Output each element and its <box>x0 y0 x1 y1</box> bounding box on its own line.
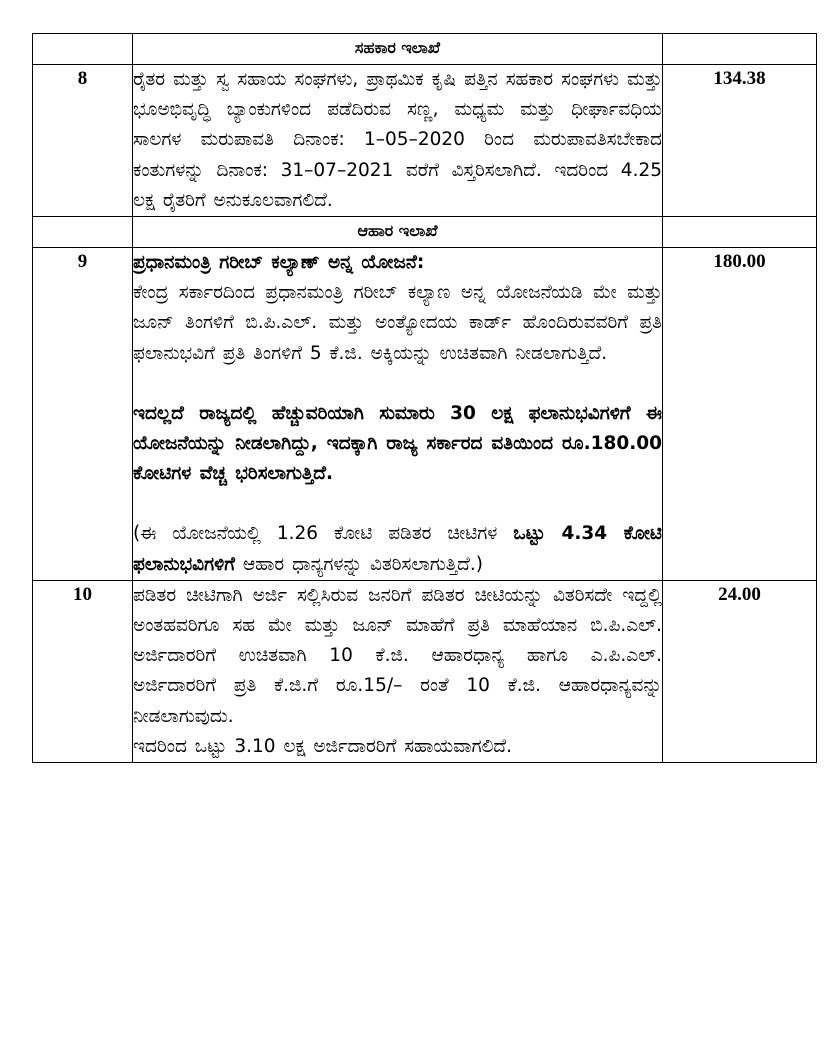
text-span-bold: ಒಟ್ಟು 4.34 ಕೋಟಿ ಫಲಾನುಭವಿಗಳಿಗೆ <box>133 523 662 575</box>
row-amount: 180.00 <box>663 248 817 581</box>
table-row <box>33 580 817 762</box>
section-heading: ಆಹಾರ ಇಲಾಖೆ <box>133 217 663 248</box>
paragraph: ಪಡಿತರ ಚೀಟಿಗಾಗಿ ಅರ್ಜಿ ಸಲ್ಲಿಸಿರುವ ಜನರಿಗೆ ಪಡಿತರ ಚೀಟಿಯನ್ನು ವಿತರಿಸದೇ ಇದ್ದಲ್ಲಿ ಅಂತಹವರಿಗೂ ಸಹ ಮೇ ಮತ್ತು ಜೂನ್ ಮಾಹೆಗೆ ಪ್ರತಿ ಮಾಹೆಯಾನ ಬಿ.ಪಿ.ಎಲ್. ಅರ್ಜಿದಾರರಿಗೆ ಉಚಿತವಾಗಿ 10 ಕೆ.ಜಿ. ಆಹಾರಧಾನ್ಯ ಹಾಗೂ ಎ.ಪಿ.ಎಲ್. ಅರ್ಜಿದಾರರಿಗೆ ಪ್ರತಿ ಕೆ.ಜಿ.ಗೆ ರೂ.15/– ರಂತೆ 10 ಕೆ.ಜಿ. ಆಹಾರಧಾನ್ಯವನ್ನು ನೀಡಲಾಗುವುದು. <box>133 584 662 727</box>
row-number: 9 <box>33 248 133 581</box>
empty-cell <box>33 34 133 65</box>
row-description <box>133 248 663 581</box>
spacer <box>133 489 662 519</box>
paragraph <box>133 519 662 579</box>
empty-cell <box>33 217 133 248</box>
section-header-food <box>33 217 817 248</box>
spacer <box>133 369 662 399</box>
empty-cell <box>663 217 817 248</box>
row-amount: 24.00 <box>663 580 817 762</box>
row-number: 8 <box>33 65 133 217</box>
text-span: ಆಹಾರ ಧಾನ್ಯಗಳನ್ನು ವಿತರಿಸಲಾಗುತ್ತಿದೆ.) <box>242 553 483 575</box>
text-span: (ಈ ಯೋಜನೆಯಲ್ಲಿ 1.26 ಕೋಟಿ ಪಡಿತರ ಚೀಟಿಗಳ <box>133 523 498 545</box>
row-description <box>133 580 663 762</box>
paragraph-bold: ಇದಲ್ಲದೆ ರಾಜ್ಯದಲ್ಲಿ ಹೆಚ್ಚುವರಿಯಾಗಿ ಸುಮಾರು 30 ಲಕ್ಷ ಫಲಾನುಭವಿಗಳಿಗೆ ಈ ಯೋಜನೆಯನ್ನು ನೀಡಲಾಗಿದ್ದು, ಇದಕ್ಕಾಗಿ ರಾಜ್ಯ ಸರ್ಕಾರದ ವತಿಯಿಂದ ರೂ.180.00 ಕೋಟಿಗಳ ವೆಚ್ಚ ಭರಿಸಲಾಗುತ್ತಿದೆ. <box>133 402 662 485</box>
section-heading: ಸಹಕಾರ ಇಲಾಖೆ <box>133 34 663 65</box>
row-amount: 134.38 <box>663 65 817 217</box>
row-description <box>133 65 663 217</box>
paragraph: ಕೇಂದ್ರ ಸರ್ಕಾರದಿಂದ ಪ್ರಧಾನಮಂತ್ರಿ ಗರೀಬ್ ಕಲ್ಯಾಣ ಅನ್ನ ಯೋಜನೆಯಡಿ ಮೇ ಮತ್ತು ಜೂನ್ ತಿಂಗಳಿಗೆ ಬಿ.ಪಿ.ಎಲ್. ಮತ್ತು ಅಂತ್ಯೋದಯ ಕಾರ್ಡ್ ಹೊಂದಿರುವವರಿಗೆ ಪ್ರತಿ ಫಲಾನುಭವಿಗೆ ಪ್ರತಿ ತಿಂಗಳಿಗೆ 5 ಕೆ.ಜಿ. ಅಕ್ಕಿಯನ್ನು ಉಚಿತವಾಗಿ ನೀಡಲಾಗುತ್ತಿದೆ. <box>133 282 662 364</box>
scheme-title: ಪ್ರಧಾನಮಂತ್ರಿ ಗರೀಬ್ ಕಲ್ಯಾಣ್ ಅನ್ನ ಯೋಜನೆ: <box>133 252 425 274</box>
table-row <box>33 65 817 217</box>
paragraph: ರೈತರ ಮತ್ತು ಸ್ವ ಸಹಾಯ ಸಂಘಗಳು, ಪ್ರಾಥಮಿಕ ಕೃಷಿ ಪತ್ತಿನ ಸಹಕಾರ ಸಂಘಗಳು ಮತ್ತು ಭೂಅಭಿವೃದ್ಧಿ ಬ್ಯಾಂಕುಗಳಿಂದ ಪಡೆದಿರುವ ಸಣ್ಣ, ಮಧ್ಯಮ ಮತ್ತು ಧೀರ್ಘಾವಧಿಯ ಸಾಲಗಳ ಮರುಪಾವತಿ ದಿನಾಂಕ: 1–05–2020 ರಿಂದ ಮರುಪಾವತಿಸಬೇಕಾದ ಕಂತುಗಳನ್ನು ದಿನಾಂಕ: 31–07–2021 ವರೆಗೆ ವಿಸ್ತರಿಸಲಾಗಿದೆ. ಇದರಿಂದ 4.25 ಲಕ್ಷ ರೈತರಿಗೆ ಅನುಕೂಲವಾಗಲಿದೆ. <box>133 69 662 211</box>
empty-cell <box>663 34 817 65</box>
paragraph: ಇದರಿಂದ ಒಟ್ಟು 3.10 ಲಕ್ಷ ಅರ್ಜಿದಾರರಿಗೆ ಸಹಾಯವಾಗಲಿದೆ. <box>133 735 512 757</box>
row-number: 10 <box>33 580 133 762</box>
schemes-table <box>32 33 817 763</box>
table-row <box>33 248 817 581</box>
section-header-cooperation <box>33 34 817 65</box>
